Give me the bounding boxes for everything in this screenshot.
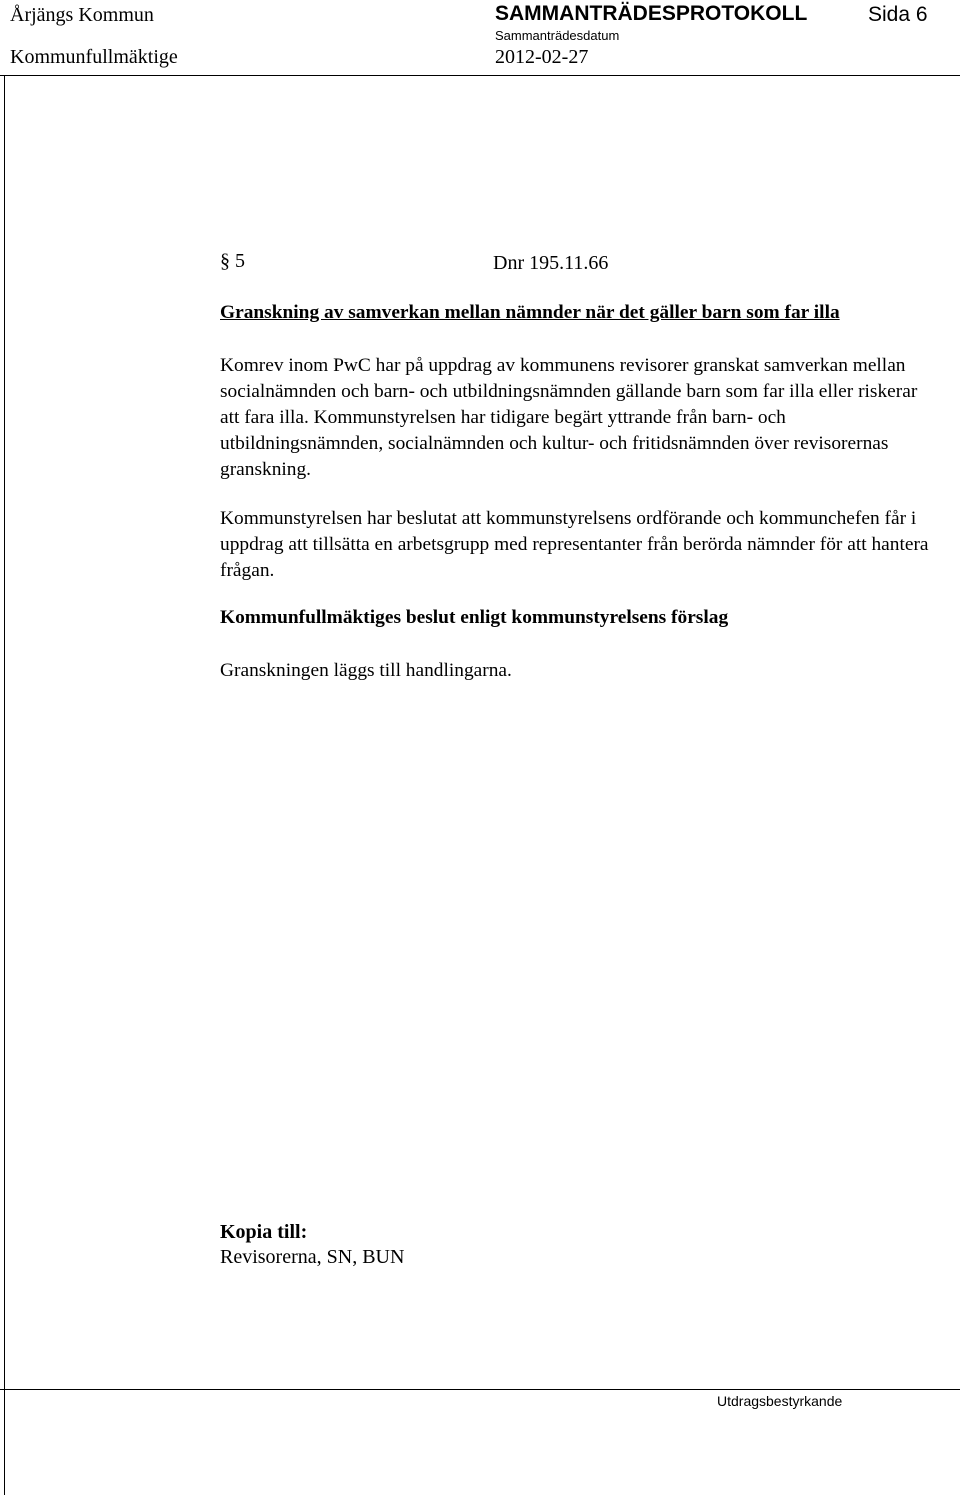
left-margin-line-top <box>4 75 5 1390</box>
decision-heading: Kommunfullmäktiges beslut enligt kommunstyrelsens förslag <box>220 607 729 628</box>
meeting-date-label: Sammanträdesdatum <box>495 28 620 43</box>
municipality-name: Årjängs Kommun <box>10 4 154 26</box>
copy-to-heading: Kopia till: <box>220 1221 308 1243</box>
page-number: Sida 6 <box>868 3 928 26</box>
certification-label: Utdragsbestyrkande <box>717 1393 843 1409</box>
body-paragraph: Kommunstyrelsen har beslutat att kommunstyrelsens ordförande och kommunchefen får i uppdrag att tillsätta en arbetsgrupp med representanter från berörda nämnder för att hantera frågan. <box>220 508 929 581</box>
committee-name: Kommunfullmäktige <box>10 46 178 68</box>
header-divider <box>0 75 960 76</box>
decision-text: Granskningen läggs till handlingarna. <box>220 660 512 681</box>
copy-to-recipients: Revisorerna, SN, BUN <box>220 1246 405 1268</box>
case-number: Dnr 195.11.66 <box>493 252 609 274</box>
body-paragraph: Komrev inom PwC har på uppdrag av kommunens revisorer granskat samverkan mellan socialnämnden och barn- och utbildningsnämnden gällande barn som far illa eller riskerar att fara illa. Kommunstyrelsen har tidigare begärt yttrande från barn- och utbildningsnämnden, socialnämnden och kultur- och fritidsnämnden över revisorernas granskning. <box>220 355 918 480</box>
document-title: SAMMANTRÄDESPROTOKOLL <box>495 2 808 25</box>
meeting-date: 2012-02-27 <box>495 46 589 68</box>
paragraph-number: § 5 <box>220 250 245 272</box>
section-heading: Granskning av samverkan mellan nämnder när det gäller barn som far illa <box>220 302 840 323</box>
footer-divider <box>0 1389 960 1390</box>
left-margin-line-bottom <box>4 1389 5 1495</box>
